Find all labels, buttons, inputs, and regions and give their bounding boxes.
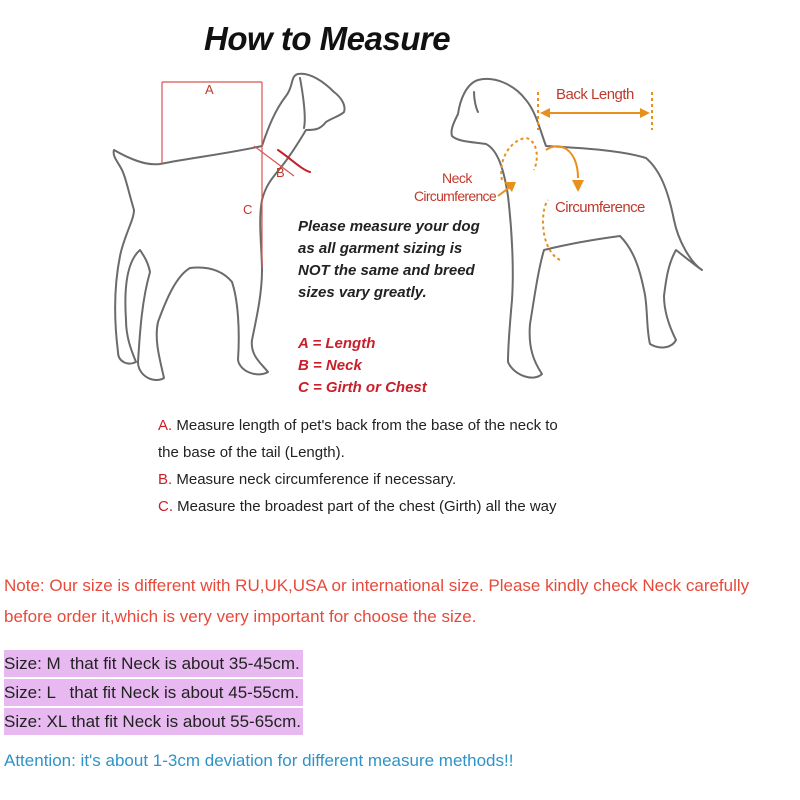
size-item-m: Size: M that fit Neck is about 35-45cm. [4,650,303,677]
intro-line: NOT the same and breed [298,262,475,279]
measurement-steps [158,412,558,520]
step-letter: C. [158,498,173,515]
step-item [158,493,558,520]
attention-note: Attention: it's about 1-3cm deviation for different measure methods!! [4,751,514,770]
intro-text [298,216,518,304]
size-item-xl: Size: XL that fit Neck is about 55-65cm. [4,708,303,735]
step-text: Measure neck circumference if necessary. [172,471,457,488]
intro-line: sizes vary greatly. [298,284,427,301]
intro-line: Please measure your dog [298,218,480,235]
back-length-label: Back Length [556,86,634,103]
legend-item: C = Girth or Chest [298,379,427,396]
step-letter: B. [158,471,173,488]
label-a: A [205,82,214,97]
circumference-label: Circumference [555,199,645,216]
step-text: the base of the tail (Length). [158,444,345,461]
legend-item: B = Neck [298,357,362,374]
label-c: C [243,202,253,217]
step-letter: A. [158,417,173,434]
label-b: B [276,165,285,180]
size-list [4,650,303,737]
step-text: Measure length of pet's back from the base of the neck to [172,417,558,434]
step-text: Measure the broadest part of the chest (Girth) all the way [173,498,557,515]
legend-item: A = Length [298,335,376,352]
size-note: Note: Our size is different with RU,UK,USA or international size. Please kindly check Neck carefully before order it,which is very very important for choose the size. [4,576,750,626]
size-item-l: Size: L that fit Neck is about 45-55cm. [4,679,303,706]
neck-label-line1: Neck [442,170,472,186]
neck-label-line2: Circumference [414,188,496,204]
step-item [158,412,558,439]
page-title: How to Measure [204,20,451,57]
intro-line: as all garment sizing is [298,240,463,257]
step-item [158,439,558,466]
step-item [158,466,558,493]
measurement-legend [298,333,427,399]
